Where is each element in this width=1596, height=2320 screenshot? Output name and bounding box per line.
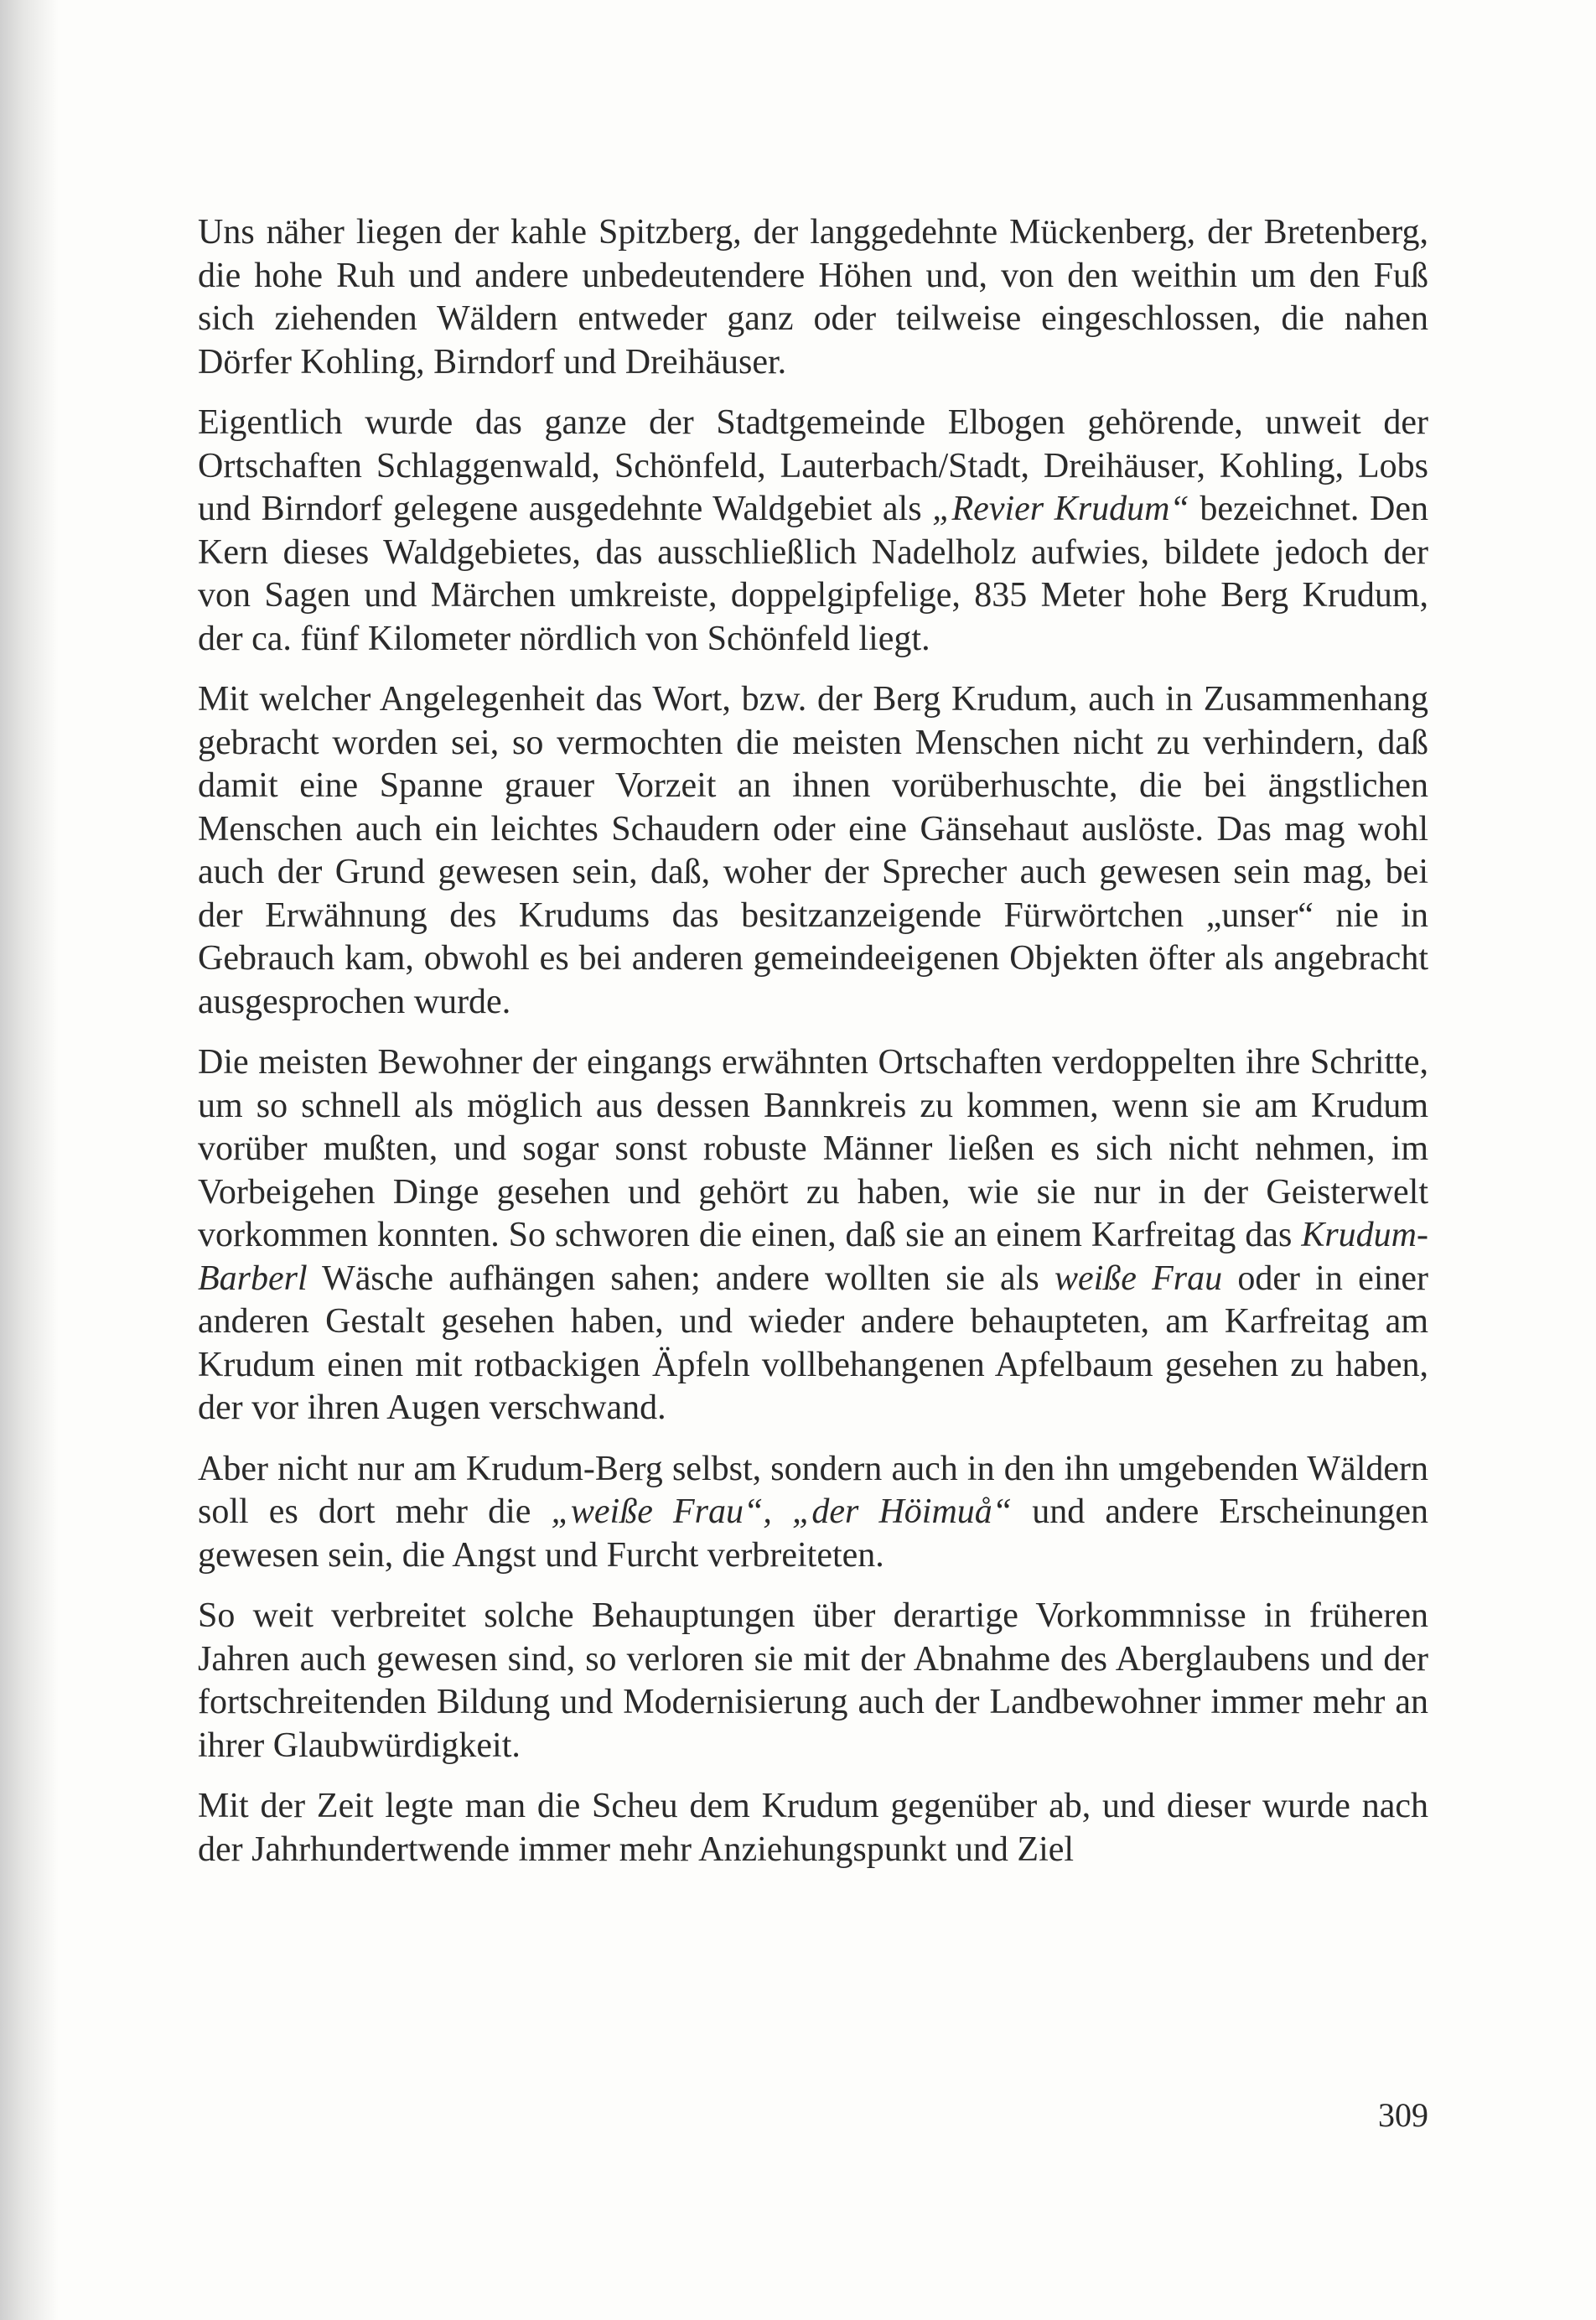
- paragraph: [198, 1785, 1428, 1871]
- text-run: und andere Erscheinungen gewesen sein, die Angst und Furcht verbreiteten.: [198, 1492, 1428, 1575]
- paragraph: [198, 1595, 1428, 1767]
- text-run: bezeichnet. Den Kern dieses Waldgebietes, das ausschließlich Nadelholz aufwies, bildete jedoch der von Sagen und Märchen umkreiste, doppelgipfelige, 835 Meter hohe Berg Krudum, der ca. fünf Kilometer nördlich von Schönfeld liegt.: [198, 490, 1428, 658]
- page-number: 309: [1378, 2096, 1428, 2134]
- page-gutter-shadow: [0, 0, 59, 2320]
- paragraph: [198, 1041, 1428, 1430]
- text-run: So weit verbreitet solche Behauptungen über derartige Vorkommnisse in früheren Jahren auch gewesen sind, so verloren sie mit der Abnahme des Aberglaubens und der fortschreitenden Bildung und Modernisierung auch der Landbewohner immer mehr an ihrer Glaubwürdigkeit.: [198, 1596, 1428, 1765]
- paragraph: [198, 678, 1428, 1024]
- text-run: Mit der Zeit legte man die Scheu dem Krudum gegenüber ab, und dieser wurde nach der Jahrhundertwende immer mehr Anziehungspunkt und Ziel: [198, 1787, 1428, 1869]
- italic-text: „weiße Frau“, „der Höimuå“: [551, 1492, 1013, 1531]
- italic-text: weiße Frau: [1054, 1259, 1223, 1298]
- text-run: oder in einer anderen Gestalt gesehen haben, und wieder andere behaupteten, am Karfreitag am Krudum einen mit rotbackigen Äpfeln vollbehangenen Apfelbaum gesehen zu haben, der vor ihren Augen verschwand.: [198, 1259, 1429, 1427]
- paragraph: [198, 211, 1428, 384]
- body-text: [198, 211, 1428, 1889]
- text-run: Die meisten Bewohner der eingangs erwähnten Ortschaften verdoppelten ihre Schritte, um so schnell als möglich aus dessen Bannkreis zu kommen, wenn sie am Krudum vorüber mußten, und sogar sonst robuste Männer ließen es sich nicht nehmen, im Vorbeigehen Dinge gesehen und gehört zu haben, wie sie nur in der Geisterwelt vorkommen konnten. So schworen die einen, daß sie an einem Karfreitag das: [198, 1043, 1428, 1254]
- text-run: Uns näher liegen der kahle Spitzberg, der langgedehnte Mückenberg, der Bretenberg, die hohe Ruh und andere unbedeutendere Höhen und, von den weithin um den Fuß sich ziehenden Wäldern entweder ganz oder teilweise eingeschlossen, die nahen Dörfer Kohling, Birndorf und Dreihäuser.: [198, 213, 1428, 381]
- paragraph: [198, 1448, 1428, 1578]
- text-run: Eigentlich wurde das ganze der Stadtgemeinde Elbogen gehörende, unweit der Ortschaften Schlaggenwald, Schönfeld, Lauterbach/Stadt, Dreihäuser, Kohling, Lobs und Birndorf gelegene ausgedehnte Waldgebiet als: [198, 403, 1428, 528]
- text-run: Aber nicht nur am Krudum-Berg selbst, sondern auch in den ihn umgebenden Wäldern soll es dort mehr die: [198, 1449, 1428, 1531]
- italic-text: „Revier Krudum“: [932, 490, 1189, 528]
- paragraph: [198, 402, 1428, 661]
- italic-text: Krudum-Barberl: [198, 1216, 1428, 1298]
- text-run: Mit welcher Angelegenheit das Wort, bzw. der Berg Krudum, auch in Zusammenhang gebracht worden sei, so vermochten die meisten Menschen nicht zu verhindern, daß damit eine Spanne grauer Vorzeit an ihnen vorüberhuschte, die bei ängstlichen Menschen auch ein leichtes Schaudern oder eine Gänsehaut auslöste. Das mag wohl auch der Grund gewesen sein, daß, woher der Sprecher auch gewesen sein mag, bei der Erwähnung des Krudums das besitzanzeigende Fürwörtchen „unser“ nie in Gebrauch kam, obwohl es bei anderen gemeindeeigenen Objekten öfter als angebracht ausgesprochen wurde.: [198, 680, 1428, 1021]
- text-run: Wäsche aufhängen sahen; andere wollten sie als: [307, 1259, 1054, 1298]
